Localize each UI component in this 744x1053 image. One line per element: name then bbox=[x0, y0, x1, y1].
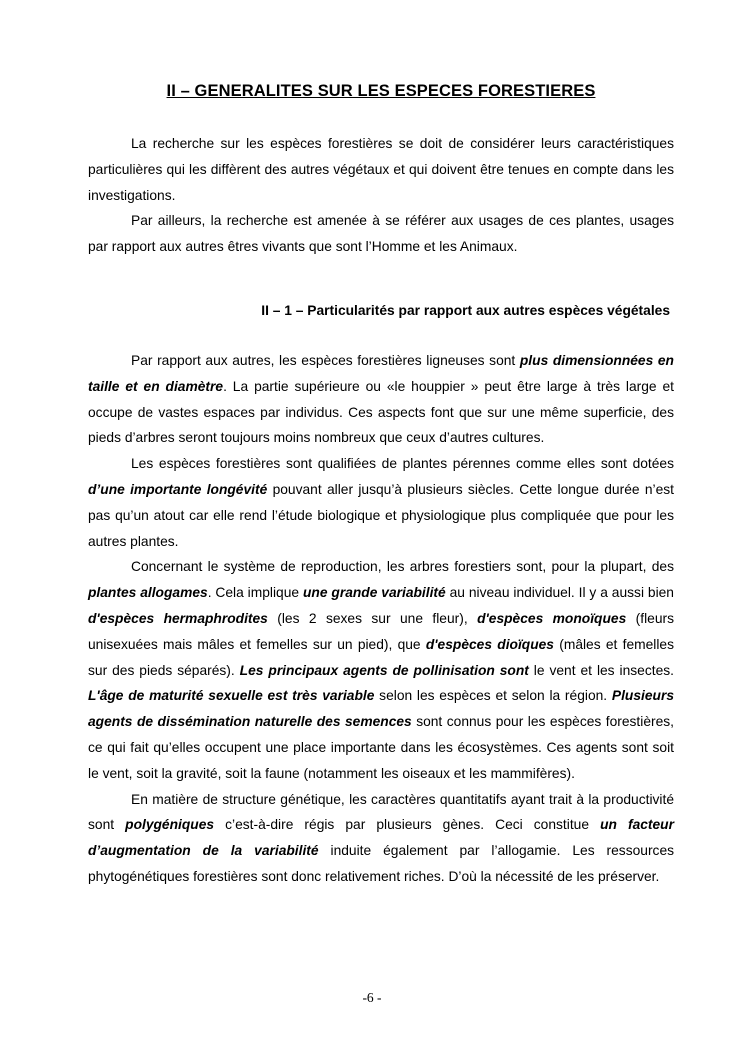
paragraph: Par rapport aux autres, les espèces forestières ligneuses sont plus dimensionnées en taille et en diamètre. La partie supérieure ou «le houppier » peut être large à très large et occupe de vastes espaces par individus. Ces aspects font que sur une même superficie, des pieds d’arbres seront toujours moins nombreux que ceux d’autres cultures. bbox=[88, 353, 674, 446]
body-text bbox=[88, 348, 674, 890]
paragraph: Par ailleurs, la recherche est amenée à se référer aux usages de ces plantes, usages par rapport aux autres êtres vivants que sont l’Homme et les Animaux. bbox=[88, 213, 674, 255]
page-number: -6 - bbox=[362, 990, 382, 1005]
paragraph: Concernant le système de reproduction, les arbres forestiers sont, pour la plupart, des plantes allogames. Cela implique une grande variabilité au niveau individuel. Il y a aussi bien d'espèces hermaphrodites (les 2 sexes sur une fleur), d'espèces monoïques (fleurs unisexuées mais mâles et femelles sur un pied), que d'espèces dioïques (mâles et femelles sur des pieds séparés). Les principaux agents de pollinisation sont le vent et les insectes. L'âge de maturité sexuelle est très variable selon les espèces et selon la région. Plusieurs agents de dissémination naturelle des semences sont connus pour les espèces forestières, ce qui fait qu’elles occupent une place importante dans les écosystèmes. Ces agents sont soit le vent, soit la gravité, soit la faune (notamment les oiseaux et les mammifères). bbox=[88, 559, 675, 781]
paragraph: En matière de structure génétique, les caractères quantitatifs ayant trait à la productivité sont polygéniques c’est-à-dire régis par plusieurs gènes. Ceci constitue un facteur d’augmentation de la variabilité induite également par l’allogamie. Les ressources phytogénétiques forestières sont donc relativement riches. D’où la nécessité de les préserver. bbox=[88, 791, 675, 884]
section-title: II – GENERALITES SUR LES ESPECES FORESTIERES bbox=[166, 82, 596, 100]
intro-text bbox=[88, 131, 674, 260]
paragraph: Les espèces forestières sont qualifiées de plantes pérennes comme elles sont dotées d’une importante longévité pouvant aller jusqu’à plusieurs siècles. Cette longue durée n’est pas qu’un atout car elle rend l’étude biologique et physiologique plus compliquée que pour les autres plantes. bbox=[88, 456, 674, 549]
subsection-title: II – 1 – Particularités par rapport aux autres espèces végétales bbox=[261, 303, 670, 318]
paragraph: La recherche sur les espèces forestières se doit de considérer leurs caractéristiques particulières qui les diffèrent des autres végétaux et qui doivent être tenues en compte dans les investigations. bbox=[88, 136, 674, 203]
